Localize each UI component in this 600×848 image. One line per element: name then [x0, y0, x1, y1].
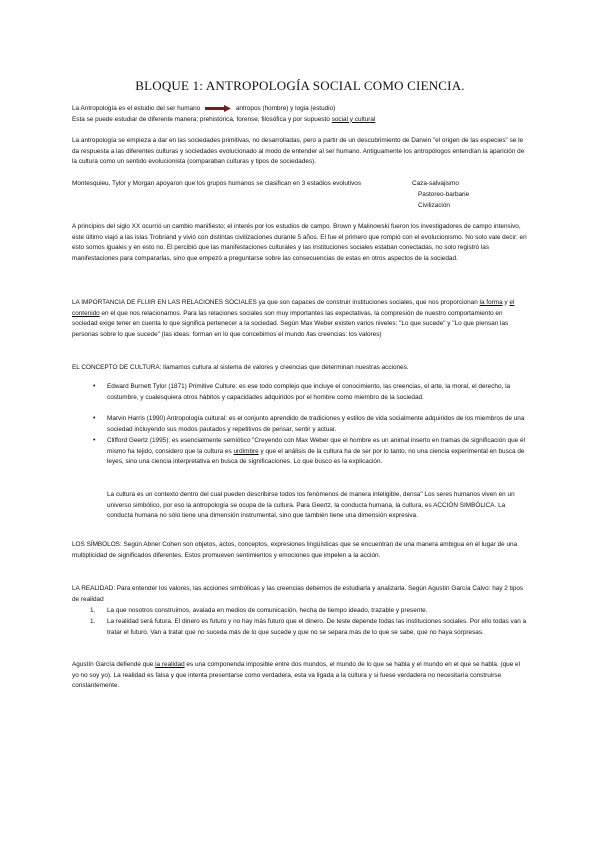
- intro-text-underlined: social y cultural: [331, 115, 376, 123]
- evolution-stages-intro: Montesquieu, Tylor y Morgan apoyaron que los grupos humanos se clasifican en 3 estadios evolutivos: [72, 180, 362, 187]
- geertz-text-b: y que el análisis de la cultura ha de ser por lo tanto, no una ciencia experimental en busca de leyes, sino una ciencia interpretativa en busca de significaciones. Lo que busco es la explicación.: [107, 447, 525, 466]
- page-title: BLOQUE 1: ANTROPOLOGÍA SOCIAL COMO CIENCIA.: [135, 78, 465, 93]
- list-number: 1.: [90, 607, 96, 614]
- intro-paragraph: [72, 104, 528, 125]
- reality-paragraph: LA REALIDAD: Para entender los valores, las acciones simbólicas y las creencias debemos de estudiarla y analizarla. Según Agustín García Calvo: hay 2 tipos de realidad: [72, 585, 524, 603]
- symbolic-action-paragraph: La cultura es un contexto dentro del cual pueden describirse todos los fenómenos de manera inteligible, densa" Los seres humanos viven en un universo simbólico, por eso la antropología se ocupa de la cultura. Para Geertz, la conducta humana, la cultura, es ACCIÓN SIMBÓLICA. La conducta humana no sólo tiene una dimensión instrumental, sino que también tiene una dimensión expresiva.: [107, 491, 515, 520]
- social-relations-text-b: en el que nos relacionamos. Para las relaciones sociales son muy importantes las expectativas, la compresión de nuestro comportamiento en sociedad exige tener en cuenta lo que significa pertenecer a la sociedad. Según Max Weber existen varios niveles: "Lo que sucede" y "Lo que piensan las personas sobre lo que sucede" (las ideas: forman en lo que concebimos el mundo /las creencias: los valores): [72, 309, 509, 338]
- stage-item: Civilización: [418, 202, 450, 209]
- symbols-paragraph: LOS SÍMBOLOS: Según Abner Cohen son objetos, actos, conceptos, expresiones lingüísticas que se encuentran de una manera ambigua en el lugar de una multiplicidad de significados diferentes. Estos promueven sentimientos y emociones que impelen a la acción.: [72, 541, 518, 559]
- intro-text-c: Esta se puede estudiar de diferente manera; prehistórica, forense, filosófica y por supuesto: [72, 115, 330, 123]
- intro-text-b: antropos (hombre) y logia (estudio): [235, 105, 336, 112]
- bullet-icon: •: [93, 415, 96, 422]
- garcia-text-b: es una componenda imposible entre dos mundos, el mundo de lo que se habla y el mundo en el que se habla. (que el yo no soy yo). La realidad es falsa y que intenta presentarse como verdadera, esta va ligada a la cultura y si fuese verdadera no necesitaría construirse constantemente.: [72, 661, 521, 690]
- garcia-paragraph: [72, 660, 528, 692]
- bullet-item: Edward Burnett Tylor (1871) Primitive Culture: es ese todo complejo que incluye el conocimiento, las creencias, el arte, la moral, el derecho, la costumbre, y cualesquiera otros hábitos y capacidades adquiridos por el hombre como miembro de la sociedad.: [107, 383, 511, 401]
- evolution-paragraph: La antropología se empieza a dar en las sociedades primitivas, no desarrolladas, pero a partir de un descubrimiento de Darwin "el origen de las especies" se le da respuesta a las diferentes culturas y sociedades evolucionado al modo de entender al ser humano. Antiguamente los antropólogos entendían la aparición de la cultura como un sentido evolucionista (comparaban culturas y tipos de sociedades).: [72, 137, 525, 166]
- social-relations-text-a: LA IMPORTANCIA DE FLUIR EN LAS RELACIONES SOCIALES ya que son capaces de construir instituciones sociales, que nos proporcionan: [72, 299, 478, 306]
- connector-text: y: [504, 299, 508, 306]
- list-number: 1.: [90, 618, 96, 625]
- garcia-text-a: Agustín García defiende que: [72, 661, 154, 668]
- underlined-term: urdimbre: [233, 447, 259, 455]
- bullet-icon: •: [93, 437, 96, 444]
- bullet-item: Marvin Harris (1990) Antropología cultural: es el conjunto aprendido de tradiciones y estilos de vida socialmente adquiridos de los miembros de una sociedad incluyendo sus modos pautados y repetitivos de pensar, sentir y actuar.: [107, 415, 525, 433]
- bullet-item: [107, 436, 528, 468]
- numbered-item: La realidad será futura. El dinero es futuro y no hay más futuro que el dinero. De teste depende todas las instituciones sociales. Por ello todas van a tratar el futuro. Van a tratar que no suceda más de lo que sucede y que no se separa más de lo que se sabe, que no haya sorpresas.: [107, 618, 527, 636]
- intro-text-a: La Antropología es el estudio del ser humano: [72, 105, 201, 112]
- underlined-term: la realidad: [155, 661, 185, 668]
- underlined-term: el contenido: [72, 299, 515, 317]
- stage-item: Caza-salvajismo: [412, 180, 459, 187]
- geertz-text-a: Clifford Geertz (1995): es esencialmente semiótico "Creyendo con Max Weber que el hombre es un animal inserto en tramas de significación que él mismo ha tejido, considero que la cultura es: [107, 437, 525, 455]
- fieldwork-paragraph: A principios del siglo XX ocurrió un cambio manifiesto; el interés por los estudios de campo. Brown y Malinowski fueron los investigadores de campo intensivo, este último viajó a las islas Trobriand y vivió con distintas civilizaciones durante 5 años. El fue el primero que rompió con el evolucionismo. No solo vale decir: en esto somos iguales y en esto no. El percibió que las manifestaciones culturales y las instituciones sociales estaban conectadas, no solo registró las manifestaciones para compararlas, sino que empezó a preguntarse sobre las consecuencias de estas en otros aspectos de la sociedad.: [72, 223, 527, 262]
- culture-concept-paragraph: EL CONCEPTO DE CULTURA: llamamos cultura al sistema de valores y creencias que determinan nuestras acciones.: [72, 364, 409, 371]
- stage-item: Pastoreo-barbarie: [418, 191, 470, 198]
- arrow-right-icon: [205, 105, 231, 112]
- bullet-icon: •: [93, 383, 96, 390]
- social-relations-paragraph: [72, 298, 528, 340]
- underlined-term: la forma: [479, 299, 503, 306]
- numbered-item: La que nosotros construimos, avalada en medios de comunicación, hecha de tiempo ideado, trazable y presente.: [107, 607, 428, 614]
